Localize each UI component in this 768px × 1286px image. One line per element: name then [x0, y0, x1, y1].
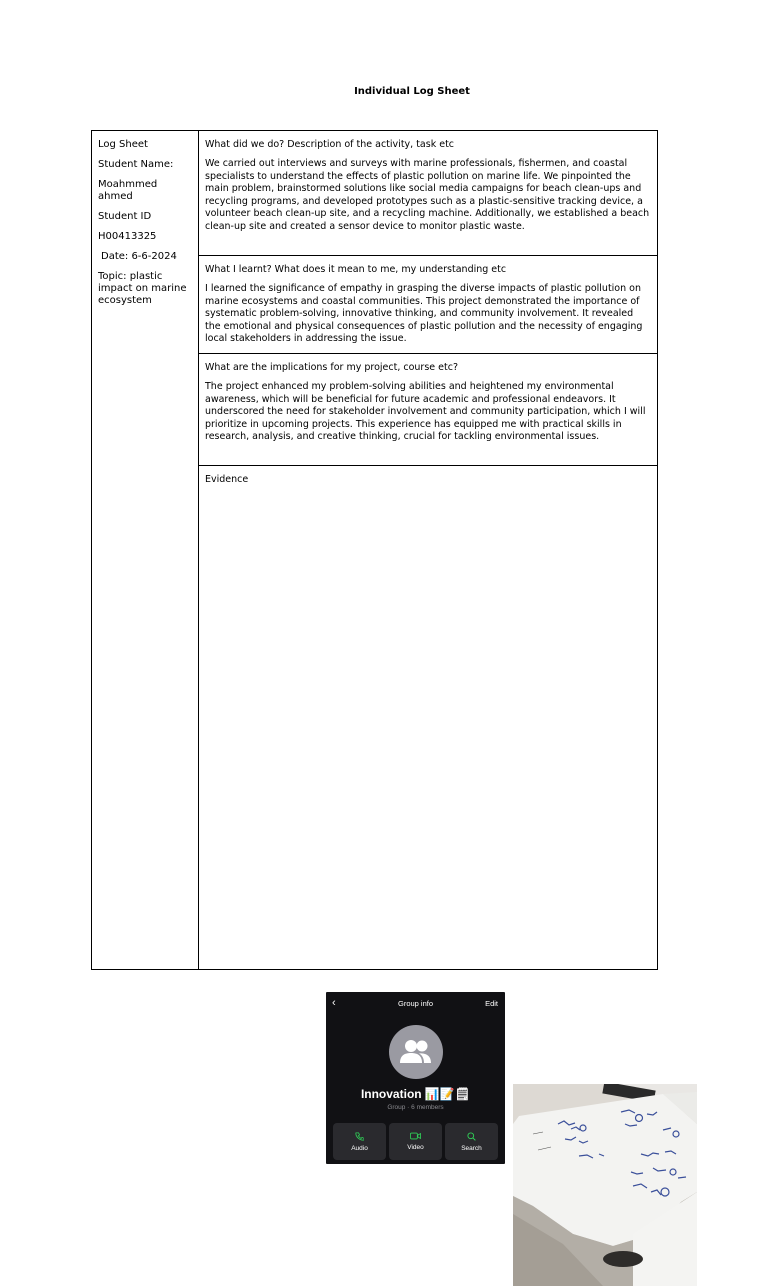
audio-label: Audio	[351, 1144, 368, 1152]
section-heading: Evidence	[205, 474, 249, 485]
student-name: Moahmmed ahmed	[98, 179, 158, 202]
section-activity	[199, 131, 657, 256]
search-icon	[467, 1132, 476, 1141]
student-info-column	[92, 131, 199, 969]
group-avatar-icon	[389, 1025, 443, 1079]
edit-label: Edit	[485, 999, 498, 1008]
section-learning	[199, 256, 657, 354]
group-name: Innovation 📊📝🗒	[360, 1087, 471, 1101]
audio-action	[333, 1123, 386, 1160]
phone-header-title: Group info	[397, 999, 434, 1008]
video-camera-icon	[410, 1132, 421, 1140]
log-date: Date: 6-6-2024	[101, 251, 177, 262]
section-body: We carried out interviews and surveys with marine professionals, fishermen, and coastal specialists to understand the effects of plastic pollution on marine life. We pinpointed the main problem, brainstormed solutions like social media campaigns for beach clean-ups and recycling programs, and developed prototypes such as a plastic-sensitive tracking device, a volunteer beach clean-up site, and a recycling machine. Additionally, we established a beach clean-up site and created a sensor device to monitor plastic waste.	[205, 158, 650, 232]
log-sheet-label: Log Sheet	[98, 139, 148, 150]
log-table	[91, 130, 658, 1152]
chevron-left-icon: ‹	[332, 997, 336, 1009]
section-body: The project enhanced my problem-solving abilities and heightened my environmental awareness, which will be beneficial for future academic and professional endeavors. It underscored the need for stakeholder involvement and community participation, which I will prioritize in upcoming projects. This experience has equipped me with practical skills in research, analysis, and creative thinking, crucial for tackling environmental issues.	[205, 381, 646, 442]
log-content-column	[199, 131, 657, 1152]
section-evidence	[199, 466, 657, 1152]
whiteboard-sketch-photo	[513, 1084, 697, 1286]
section-heading: What did we do? Description of the activity, task etc	[205, 139, 455, 150]
group-info-screenshot	[326, 992, 505, 1164]
group-actions	[333, 1123, 498, 1160]
page-title: Individual Log Sheet	[354, 86, 470, 97]
search-label: Search	[461, 1144, 482, 1152]
phone-icon	[355, 1132, 364, 1141]
section-heading: What are the implications for my project, course etc?	[205, 362, 458, 373]
search-action	[445, 1123, 498, 1160]
student-id: H00413325	[98, 231, 157, 242]
student-id-label: Student ID	[98, 211, 152, 222]
video-action	[389, 1123, 442, 1160]
section-implications	[199, 354, 657, 466]
group-members: Group · 6 members	[387, 1104, 444, 1111]
phone-header	[326, 997, 505, 1011]
section-heading: What I learnt? What does it mean to me, my understanding etc	[205, 264, 507, 275]
video-label: Video	[407, 1144, 424, 1151]
section-body: I learned the significance of empathy in grasping the diverse impacts of plastic pollution on marine ecosystems and coastal communities. This project demonstrated the importance of systematic problem-solving, innovative thinking, and community involvement. It revealed the emotional and physical consequences of plastic pollution and the necessity of engaging local stakeholders in addressing the issue.	[205, 283, 643, 344]
student-name-label: Student Name:	[98, 159, 174, 170]
topic: Topic: plastic impact on marine ecosystem	[98, 271, 187, 306]
